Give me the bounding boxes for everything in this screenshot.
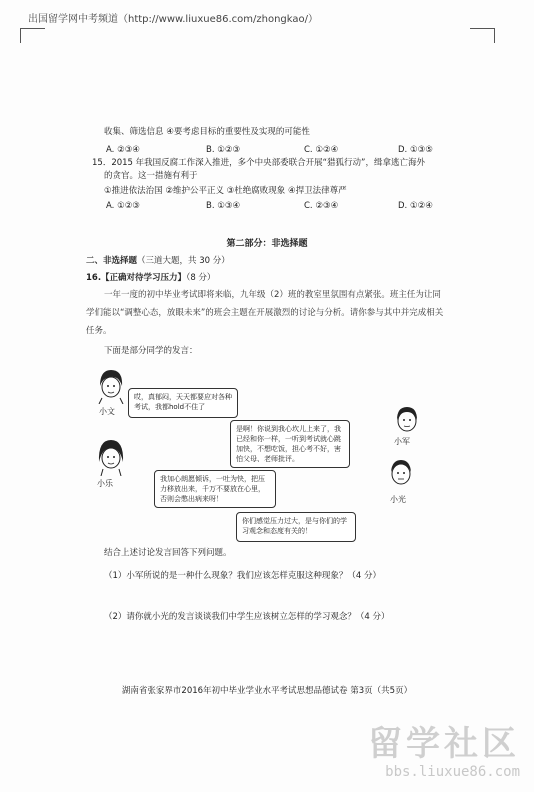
q14-continuation: 收集、筛选信息 ④要考虑目标的重要性及实现的可能性	[104, 127, 310, 137]
q16-answer-prompt: 结合上述讨论发言回答下列问题。	[104, 548, 232, 558]
name-xiaojun: 小军	[394, 437, 410, 446]
page-footer: 湖南省张家界市2016年初中毕业学业水平考试思想品德试卷 第3页（共5页）	[121, 686, 413, 696]
site-watermark	[368, 726, 520, 780]
q15-items: ①推进依法治国 ②维护公平正义 ③杜绝腐败现象 ④捍卫法律尊严	[104, 186, 347, 196]
name-xiaoguang: 小光	[390, 495, 406, 504]
q16-title: 16.【正确对待学习压力】	[86, 273, 187, 283]
q14-option-b: B. ①②③	[206, 145, 241, 155]
q15-option-b: B. ①③④	[206, 201, 241, 211]
q14-option-a: A. ②③④	[106, 145, 140, 155]
q16-subquestion-1: （1）小军所说的是一种什么现象？我们应该怎样克服这种现象？（4 分）	[104, 571, 382, 581]
q15-option-a: A. ①②③	[106, 201, 140, 211]
crop-mark-top-left	[20, 28, 45, 43]
q16-score: （8 分）	[186, 273, 216, 283]
q16-prompt-speeches: 下面是部分同学的发言：	[104, 346, 198, 356]
section-two-heading	[86, 256, 230, 267]
section-two-label: 二、非选择题	[86, 256, 138, 266]
part-two-title: 第二部分：非选择题	[226, 239, 308, 249]
page-header: 出国留学网中考频道（http://www.liuxue86.com/zhongkao/）	[28, 14, 318, 25]
student-xiaole-avatar	[96, 438, 126, 476]
q16-subquestion-2: （2）请你就小光的发言谈谈我们中学生应该树立怎样的学习观念？（4 分）	[104, 612, 390, 622]
watermark-url: bbs.liuxue86.com	[385, 764, 520, 780]
student-xiaowen-avatar	[96, 368, 126, 404]
q15-option-d: D. ①②④	[398, 201, 433, 211]
speech-bubble-xiaole: 我加心朗愿倾诉，一吐为快，把压力移放出来，千万不要放在心里，否则会憋出病来呀！	[154, 470, 276, 508]
q16-heading	[86, 273, 215, 284]
q14-option-d: D. ①③⑤	[398, 145, 433, 155]
section-two-note: （三道大题，共 30 分）	[137, 256, 230, 266]
q15-option-c: C. ②③④	[304, 201, 339, 211]
student-xiaoguang-avatar	[386, 458, 416, 492]
q14-option-c: C. ①②④	[304, 145, 339, 155]
name-xiaowen: 小文	[99, 407, 115, 416]
speech-bubble-xiaojun: 是啊！你说到我心坎儿上来了，我已经和你一样，一听到考试就心跳加快，不想吃饭，担心考不好，害怕父母、老师批评。	[230, 420, 350, 468]
q15-line-1: 15．2015 年我国反腐工作深入推进，多个中央部委联合开展“猎狐行动”，缉拿逃亡海外	[92, 158, 425, 168]
q15-line-2: 的贪官。这一措施有利于	[104, 171, 198, 181]
crop-mark-top-right	[470, 28, 495, 43]
student-xiaojun-avatar	[392, 404, 422, 436]
q16-intro: 一年一度的初中毕业考试即将来临，九年级（2）班的教室里氛围有点紧张。班主任为让同学们能以“调整心态，放眼未来”的班会主题在开展激烈的讨论与分析。请你参与其中并完成相关任务。	[86, 290, 444, 336]
name-xiaole: 小乐	[97, 479, 113, 488]
speech-bubble-xiaowen: 哎，真郁闷，天天都要应对各种考试，我都hold不住了	[128, 388, 238, 418]
speech-bubble-xiaoguang: 你们感觉压力过大，是与你们的学习观念和态度有关的！	[236, 512, 356, 542]
watermark-logo-text: 留学社区	[368, 724, 520, 764]
